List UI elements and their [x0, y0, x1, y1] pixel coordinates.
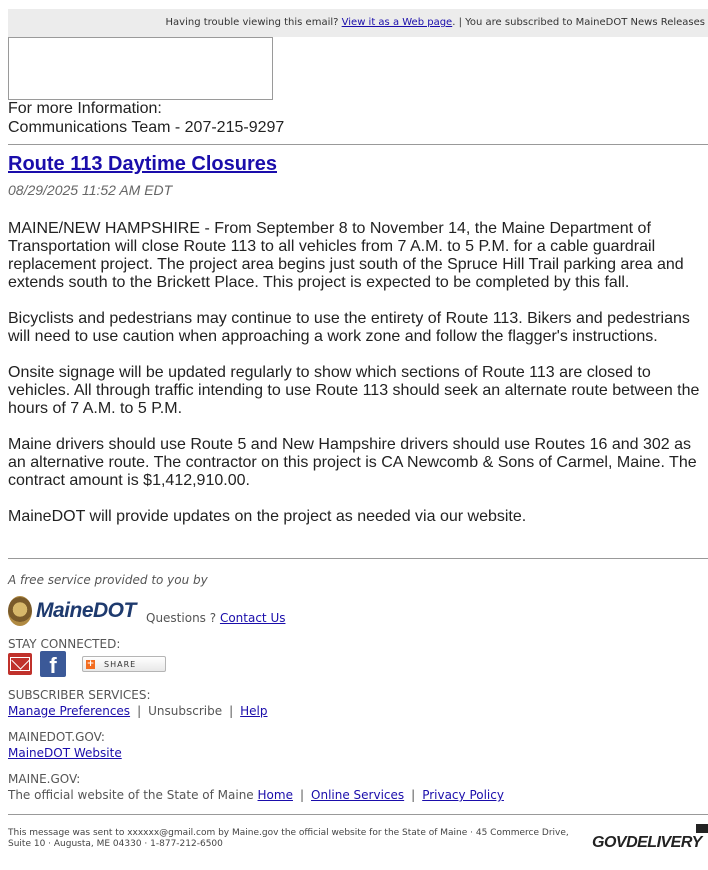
- separator: |: [299, 788, 305, 802]
- maine-gov-links: [8, 788, 504, 802]
- article-date: 08/29/2025 11:52 AM EDT: [8, 182, 173, 198]
- divider: [8, 558, 708, 559]
- mainedot-gov-label: MAINEDOT.GOV:: [8, 730, 105, 744]
- sent-to-notice: This message was sent to xxxxxx@gmail.com by Maine.gov the official website for the State of Maine · 45 Commerce Drive, Suite 10 · Augusta, ME 04330 · 1-877-212-6500: [8, 828, 569, 849]
- subscriber-services-label: SUBSCRIBER SERVICES:: [8, 688, 151, 702]
- email-icon[interactable]: [8, 653, 32, 675]
- contact-us-link[interactable]: Contact Us: [219, 611, 286, 625]
- facebook-icon[interactable]: f: [40, 651, 66, 677]
- subscription-text: . | You are subscribed to MaineDOT News Releases: [452, 17, 705, 28]
- subscriber-links: [8, 704, 268, 718]
- mainedot-gov-links: [8, 746, 122, 760]
- unsubscribe-text[interactable]: Unsubscribe: [148, 704, 223, 718]
- maine-gov-description: The official website of the State of Maine: [8, 788, 254, 802]
- envelope-icon: [696, 824, 708, 833]
- help-link[interactable]: Help: [240, 704, 268, 718]
- header-notice: [166, 17, 705, 28]
- stay-connected-label: STAY CONNECTED:: [8, 637, 121, 651]
- free-service-text: A free service provided to you by: [8, 573, 208, 587]
- govdelivery-logo-text: GOVDELIVERY: [592, 834, 702, 851]
- article-paragraph: MAINE/NEW HAMPSHIRE - From September 8 to November 14, the Maine Department of Transportation will close Route 113 to all vehicles from 7 A.M. to 5 P.M. for a cable guardrail replacement project. The project area begins just south of the Spruce Hill Trail parking area and extends south to the Brickett Place. This project is expected to be completed by this fall.: [8, 220, 684, 291]
- divider: [8, 814, 708, 815]
- mainedot-logo-text: MaineDOT: [36, 599, 136, 622]
- maine-gov-label: MAINE.GOV:: [8, 772, 81, 786]
- separator: |: [137, 704, 142, 718]
- article-headline-link[interactable]: Route 113 Daytime Closures: [8, 153, 277, 175]
- govdelivery-logo[interactable]: [592, 824, 708, 854]
- info-heading: For more Information:: [8, 100, 162, 117]
- maine-seal-icon: [8, 596, 32, 626]
- article-paragraph: Onsite signage will be updated regularly to show which sections of Route 113 are closed to vehicles. All through traffic intending to use Route 113 should seek an alternate route between the hours of 7 A.M. to 5 P.M.: [8, 364, 700, 417]
- mainedot-website-link[interactable]: MaineDOT Website: [8, 746, 122, 760]
- manage-preferences-link[interactable]: Manage Preferences: [8, 704, 131, 718]
- divider: [8, 144, 708, 145]
- questions-line: [146, 611, 285, 625]
- separator: |: [229, 704, 234, 718]
- email-header-bar: [8, 9, 708, 37]
- privacy-policy-link[interactable]: Privacy Policy: [422, 788, 504, 802]
- broken-logo-image: [8, 37, 273, 100]
- info-phone: Communications Team - 207-215-9297: [8, 119, 285, 136]
- share-plus-icon: +: [86, 658, 95, 669]
- view-web-page-link[interactable]: View it as a Web page: [341, 17, 453, 28]
- article-paragraph: MaineDOT will provide updates on the project as needed via our website.: [8, 508, 527, 525]
- questions-text: Questions ?: [146, 611, 217, 625]
- trouble-text: Having trouble viewing this email?: [165, 17, 339, 28]
- online-services-link[interactable]: Online Services: [311, 788, 405, 802]
- home-link[interactable]: Home: [257, 788, 293, 802]
- share-button[interactable]: [82, 656, 166, 672]
- article-body: [8, 220, 704, 544]
- mainedot-logo[interactable]: [8, 596, 136, 626]
- social-links: [8, 651, 166, 677]
- contact-info: [8, 99, 284, 137]
- separator: |: [411, 788, 416, 802]
- share-label: SHARE: [104, 659, 137, 669]
- article-paragraph: Bicyclists and pedestrians may continue to use the entirety of Route 113. Bikers and pedestrians will need to use caution when approaching a work zone and follow the flagger's instructions.: [8, 310, 690, 345]
- article-paragraph: Maine drivers should use Route 5 and New Hampshire drivers should use Routes 16 and 302 as an alternative route. The contractor on this project is CA Newcomb & Sons of Carmel, Maine. The contract amount is $1,412,910.00.: [8, 436, 697, 489]
